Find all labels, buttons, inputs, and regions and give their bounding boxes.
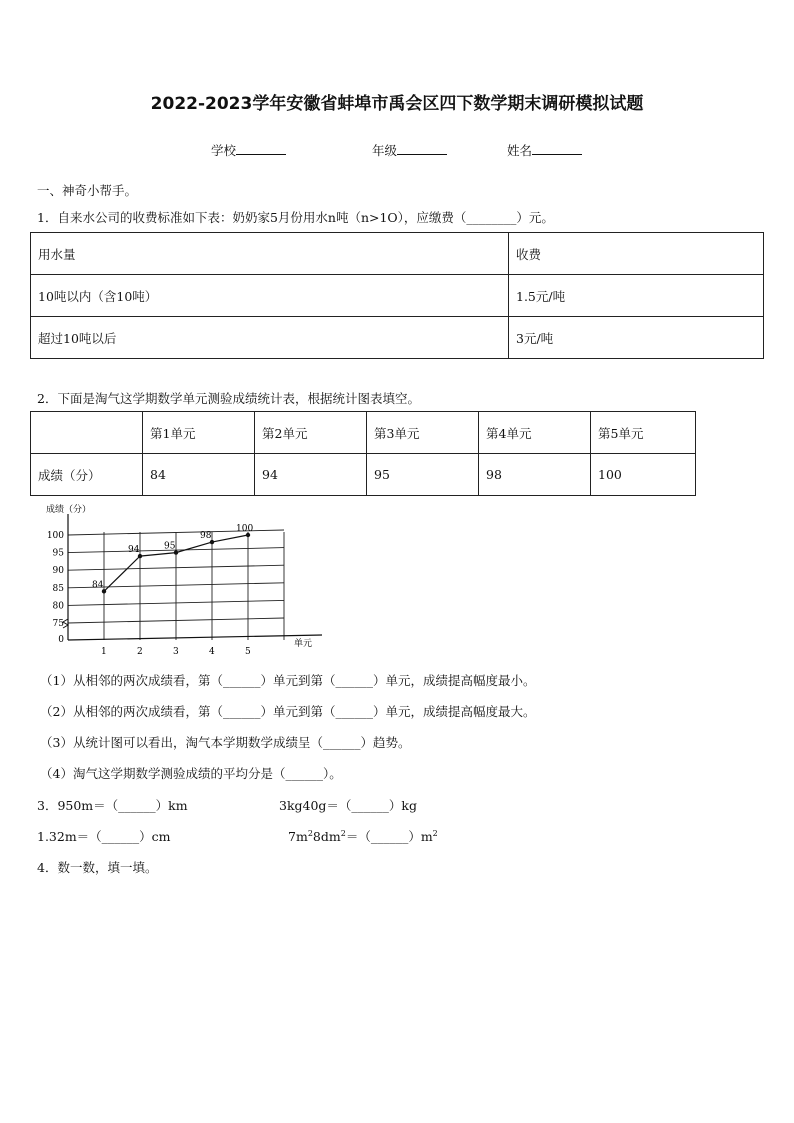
data-label: 98: [200, 531, 212, 542]
section-heading: 一、神奇小帮手。: [37, 183, 138, 198]
table-cell: 用水量: [31, 233, 509, 275]
table-row: [31, 275, 764, 317]
question-3a: 3．950m＝（______）km: [37, 798, 188, 813]
question-2-text: 2．下面是淘气这学期数学单元测验成绩统计表，根据统计图表填空。: [37, 391, 420, 406]
data-label: 95: [164, 541, 176, 552]
y-tick-label: 80: [52, 601, 64, 612]
question-2-sub-3: （3）从统计图可以看出，淘气本学期数学成绩呈（______）趋势。: [40, 735, 411, 750]
table-cell: 10吨以内（含10吨）: [31, 275, 509, 317]
table-cell: 第2单元: [255, 412, 367, 454]
page-title: 2022-2023学年安徽省蚌埠市禹会区四下数学期末调研模拟试题: [150, 94, 644, 114]
question-3d: [288, 827, 438, 845]
superscript: 2: [340, 828, 346, 838]
x-tick-label: 4: [209, 647, 215, 657]
x-tick-label: 2: [137, 647, 143, 657]
question-4-text: 4．数一数，填一填。: [37, 860, 158, 875]
table-cell: 1.5元/吨: [509, 275, 764, 317]
table-cell: 95: [367, 454, 479, 496]
table-cell: 94: [255, 454, 367, 496]
table-cell: 第3单元: [367, 412, 479, 454]
data-label: 94: [128, 545, 140, 556]
question-3d-part: 7m: [288, 829, 308, 844]
y-tick-label: 85: [52, 583, 64, 594]
table-cell: 84: [143, 454, 255, 496]
table-cell: [31, 412, 143, 454]
data-label: 84: [92, 580, 104, 591]
table-cell: 收费: [509, 233, 764, 275]
table-cell: 100: [591, 454, 696, 496]
x-tick-label: 3: [173, 647, 179, 657]
table-row: [31, 412, 696, 454]
y-axis-label: 成绩（分）: [46, 505, 92, 515]
name-label: 姓名: [507, 143, 533, 158]
data-label: 100: [236, 524, 254, 534]
table-row: [31, 233, 764, 275]
y-tick-label: 95: [52, 548, 64, 559]
question-1-text: 1．自来水公司的收费标准如下表：奶奶家5月份用水n吨（n>1O），应缴费（________）元。: [37, 210, 554, 225]
school-field: [211, 141, 286, 159]
grade-label: 年级: [372, 143, 398, 158]
name-field: [507, 141, 582, 159]
score-line-chart: [30, 500, 330, 660]
y-tick-label: 0: [58, 635, 64, 645]
table-cell: 第4单元: [479, 412, 591, 454]
y-tick-label: 100: [46, 531, 64, 541]
school-label: 学校: [211, 143, 237, 158]
x-axis-label: 单元: [294, 639, 313, 649]
question-2-sub-4: （4）淘气这学期数学测验成绩的平均分是（______）。: [40, 766, 342, 781]
table-row: [31, 317, 764, 359]
score-table: [30, 411, 696, 496]
table-cell: 成绩（分）: [31, 454, 143, 496]
water-fee-table: [30, 232, 764, 359]
table-cell: 第5单元: [591, 412, 696, 454]
table-cell: 第1单元: [143, 412, 255, 454]
question-3b: 3kg40g＝（______）kg: [279, 798, 418, 813]
table-cell: 超过10吨以后: [31, 317, 509, 359]
question-2-sub-2: （2）从相邻的两次成绩看，第（______）单元到第（______）单元，成绩提高幅度最大。: [40, 704, 536, 719]
y-tick-label: 90: [52, 566, 64, 577]
grade-field: [372, 141, 447, 159]
superscript: 2: [307, 828, 313, 838]
x-tick-label: 5: [245, 647, 251, 657]
y-tick-label: 75: [52, 619, 64, 629]
school-blank[interactable]: [236, 143, 286, 155]
question-3d-part: ＝（______）m: [345, 829, 433, 844]
table-row: [31, 454, 696, 496]
grade-blank[interactable]: [397, 143, 447, 155]
name-blank[interactable]: [532, 143, 582, 155]
x-tick-label: 1: [101, 647, 107, 657]
question-3c: 1.32m＝（______）cm: [37, 829, 171, 844]
table-cell: 3元/吨: [509, 317, 764, 359]
table-cell: 98: [479, 454, 591, 496]
superscript: 2: [432, 828, 438, 838]
question-2-sub-1: （1）从相邻的两次成绩看，第（______）单元到第（______）单元，成绩提高幅度最小。: [40, 673, 536, 688]
question-3d-part: 8dm: [312, 829, 341, 844]
